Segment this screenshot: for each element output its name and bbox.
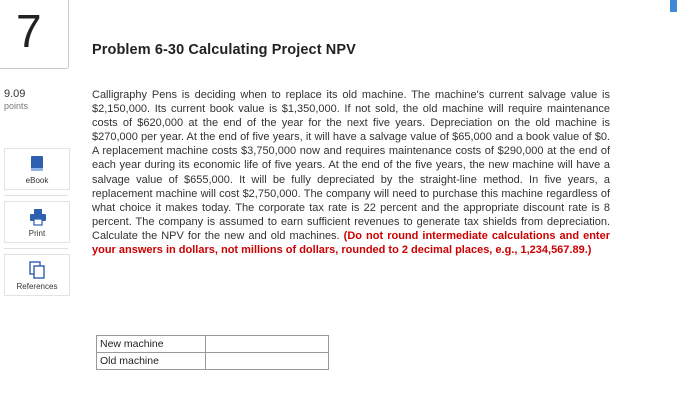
table-row (97, 336, 329, 353)
print-label: Print (28, 229, 46, 238)
problem-title: Problem 6-30 Calculating Project NPV (92, 42, 356, 58)
old-machine-label: Old machine (97, 353, 206, 370)
question-number: 7 (16, 5, 42, 57)
references-label: References (16, 282, 58, 291)
ebook-label: eBook (25, 176, 49, 185)
new-machine-label: New machine (97, 336, 206, 353)
old-machine-npv-input[interactable] (209, 354, 321, 368)
old-machine-cell (206, 353, 329, 370)
new-machine-cell (206, 336, 329, 353)
ebook-button[interactable] (4, 148, 70, 190)
points-label: points (4, 101, 29, 111)
book-icon (29, 155, 45, 173)
problem-body: Calligraphy Pens is deciding when to replace its old machine. The machine's current salvage value is $2,150,000. Its current book value is $1,350,000. If not sold, the old machine will require maintenance costs of $620,000 at the end of the year for the next five years. Depreciation on the old machine is $270,000 per year. At the end of five years, it will have a salvage value of $65,000 and a book value of $0. A replacement machine costs $3,750,000 now and requires maintenance costs of $290,000 at the end of each year during its economic life of five years. At the end of the five years, the new machine will have a salvage value of $655,000. It will be fully depreciated by the straight-line method. In five years, a replacement machine will cost $2,750,000. The company will need to purchase this machine regardless of what choice it makes today. The corporate tax rate is 22 percent and the appropriate discount rate is 8 percent. The company is assumed to earn sufficient revenues to generate tax shields from depreciation. Calculate the NPV for the new and old machines. (92, 89, 610, 242)
problem-instructions: (Do not round intermediate calculations and enter your answers in dollars, not millions of dollars, rounded to 2 decimal places, e.g., 1,234,567.89.) (92, 229, 610, 257)
sidebar-divider (4, 248, 68, 249)
sidebar-divider (4, 195, 68, 196)
new-machine-npv-input[interactable] (209, 337, 321, 351)
points-value: 9.09 (4, 88, 26, 100)
print-button[interactable] (4, 201, 70, 243)
scroll-indicator[interactable] (670, 0, 677, 12)
printer-icon (29, 208, 47, 226)
answer-table (96, 335, 329, 370)
problem-text (92, 88, 610, 257)
references-icon (29, 261, 45, 279)
references-button[interactable] (4, 254, 70, 296)
table-row (97, 353, 329, 370)
question-number-box (0, 0, 69, 69)
